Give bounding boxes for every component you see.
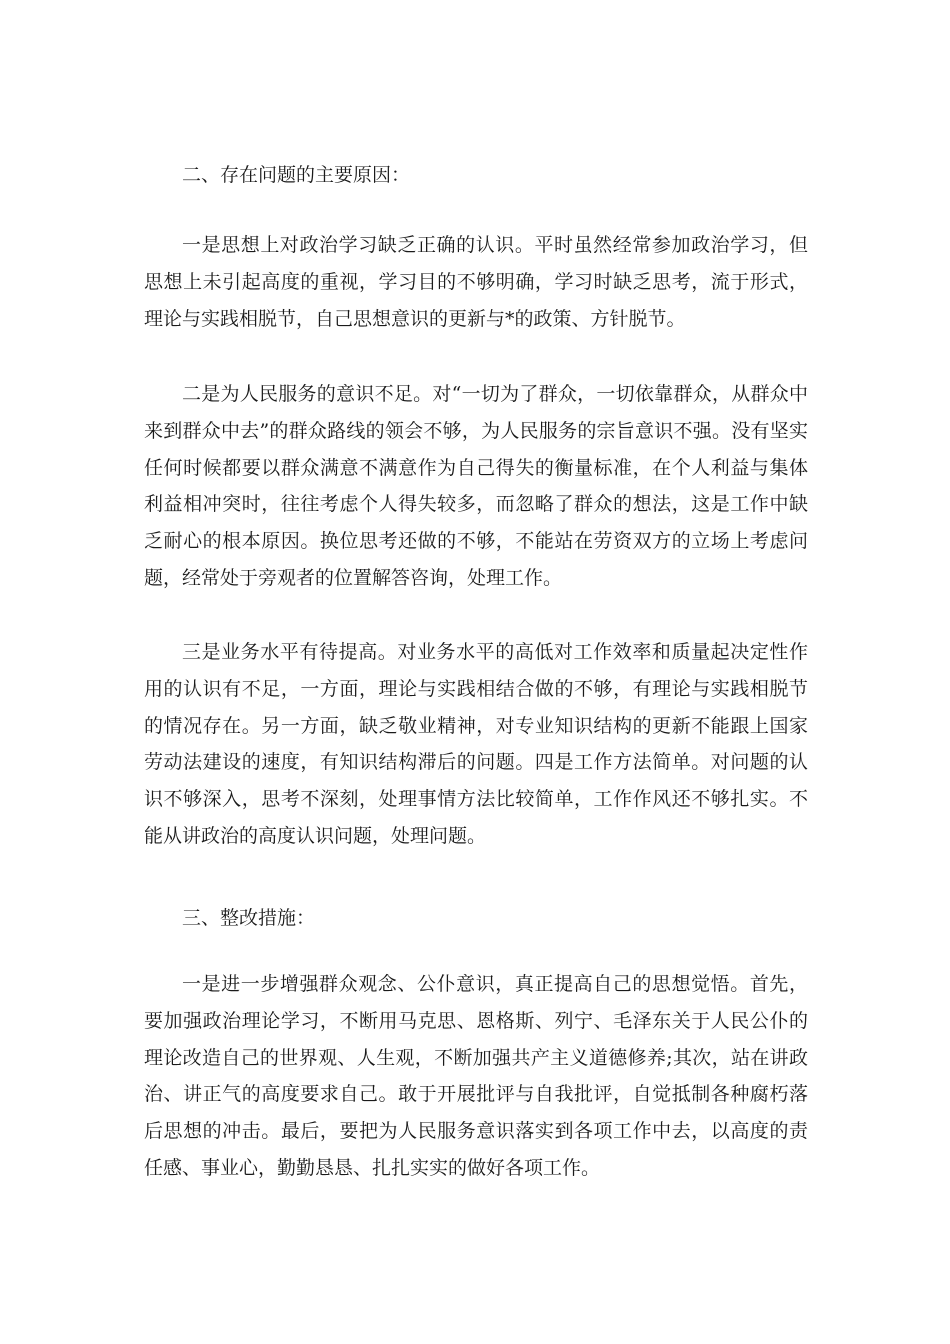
paragraph-cause-2: 二是为人民服务的意识不足。对“一切为了群众，一切依靠群众，从群众中来到群众中去”的群众路线的领会不够，为人民服务的宗旨意识不强。没有坚实任何时候都要以群众满意不满意作为自己得失的衡量标准，在个人利益与集体利益相冲突时，往往考虑个人得失较多，而忽略了群众的想法，这是工作中缺乏耐心的根本原因。换位思考还做的不够，不能站在劳资双方的立场上考虑问题，经常处于旁观者的位置解答咨询，处理工作。 bbox=[144, 383, 808, 589]
section-heading-causes: 二、存在问题的主要原因： bbox=[182, 164, 411, 186]
section-heading-measures: 三、整改措施： bbox=[182, 907, 316, 929]
paragraph-cause-1: 一是思想上对政治学习缺乏正确的认识。平时虽然经常参加政治学习，但思想上未引起高度的重视，学习目的不够明确，学习时缺乏思考，流于形式，理论与实践相脱节，自己思想意识的更新与*的政策、方针脱节。 bbox=[144, 234, 808, 330]
paragraph-measure-1: 一是进一步增强群众观念、公仆意识，真正提高自己的思想觉悟。首先，要加强政治理论学习，不断用马克思、恩格斯、列宁、毛泽东关于人民公仆的理论改造自己的世界观、人生观，不断加强共产主义道德修养;其次，站在讲政治、讲正气的高度要求自己。敢于开展批评与自我批评，自觉抵制各种腐朽落后思想的冲击。最后，要把为人民服务意识落实到各项工作中去，以高度的责任感、事业心，勤勤恳恳、扎扎实实的做好各项工作。 bbox=[144, 973, 808, 1179]
paragraph-cause-3: 三是业务水平有待提高。对业务水平的高低对工作效率和质量起决定性作用的认识有不足，一方面，理论与实践相结合做的不够，有理论与实践相脱节的情况存在。另一方面，缺乏敬业精神，对专业知识结构的更新不能跟上国家劳动法建设的速度，有知识结构滞后的问题。四是工作方法简单。对问题的认识不够深入，思考不深刻，处理事情方法比较简单，工作作风还不够扎实。不能从讲政治的高度认识问题，处理问题。 bbox=[144, 641, 808, 847]
